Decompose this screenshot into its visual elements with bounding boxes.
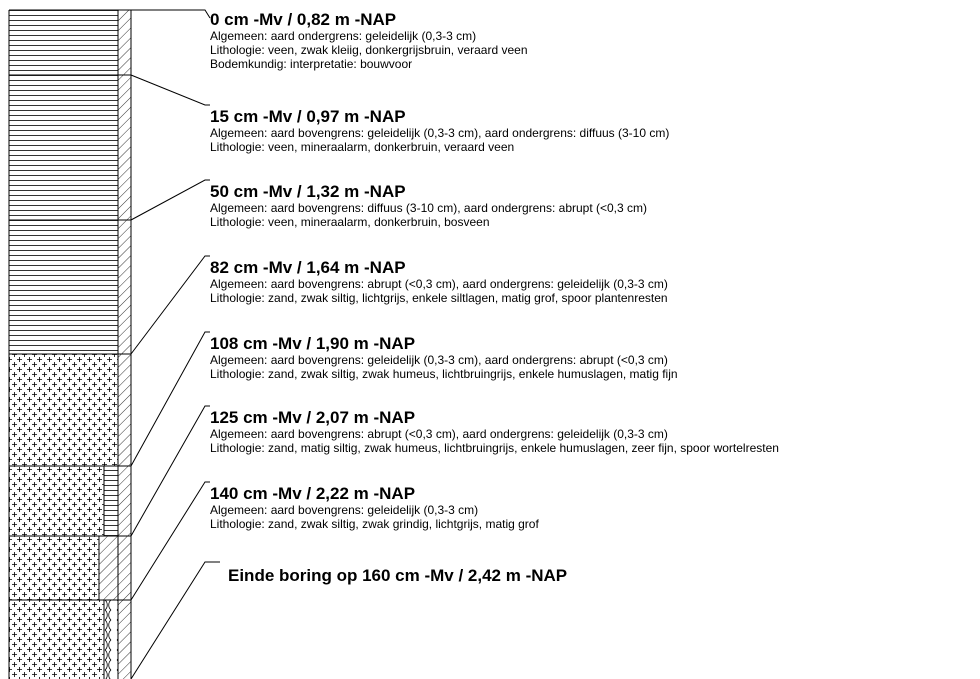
end-of-boring-label: Einde boring op 160 cm -Mv / 2,42 m -NAP xyxy=(228,566,568,585)
layer-description xyxy=(210,408,779,455)
layer-fill-0 xyxy=(9,10,118,75)
layer-lithology-line: Lithologie: zand, zwak siltig, lichtgrijs, enkele siltlagen, matig grof, spoor plantenresten xyxy=(210,291,668,305)
layer-fill-2 xyxy=(9,220,118,354)
layer-description xyxy=(210,484,539,531)
layer-fill-1 xyxy=(9,75,118,220)
leader-line-1 xyxy=(131,75,210,105)
leader-line-6 xyxy=(131,482,210,600)
leader-line-5 xyxy=(131,406,210,536)
layer-description xyxy=(210,334,678,381)
lithology-column xyxy=(9,10,131,679)
layer-fill-4-side xyxy=(104,466,118,536)
layer-fill-6b xyxy=(9,600,104,679)
layer-fill-5b xyxy=(9,536,99,600)
layer-depth-title: 108 cm -Mv / 1,90 m -NAP xyxy=(210,334,416,353)
leader-line-2 xyxy=(131,180,210,220)
layer-fill-3b xyxy=(9,354,118,466)
layer-depth-title: 140 cm -Mv / 2,22 m -NAP xyxy=(210,484,416,503)
layer-lithology-line: Lithologie: veen, zwak kleiig, donkergrijsbruin, veraard veen xyxy=(210,43,528,57)
layer-description xyxy=(210,182,647,229)
layer-description xyxy=(210,107,669,154)
layer-fill-6-side xyxy=(104,600,118,679)
layer-lithology-line: Lithologie: zand, zwak siltig, zwak humeus, lichtbruingrijs, enkele humuslagen, matig fijn xyxy=(210,367,678,381)
layer-general-line: Algemeen: aard bovengrens: geleidelijk (0,3-3 cm), aard ondergrens: diffuus (3-10 cm) xyxy=(210,126,670,140)
leader-line-3 xyxy=(131,256,210,354)
layer-general-line: Algemeen: aard bovengrens: geleidelijk (0,3-3 cm), aard ondergrens: abrupt (<0,3 cm) xyxy=(210,353,668,367)
layer-description xyxy=(210,10,528,71)
layer-depth-title: 15 cm -Mv / 0,97 m -NAP xyxy=(210,107,406,126)
layer-lithology-line: Lithologie: zand, matig siltig, zwak humeus, lichtbruingrijs, enkele humuslagen, zeer fijn, spoor wortelresten xyxy=(210,441,779,455)
layer-description xyxy=(210,258,668,305)
leader-lines xyxy=(131,10,220,679)
layer-lithology-line: Lithologie: veen, mineraalarm, donkerbruin, bosveen xyxy=(210,215,490,229)
layer-fill-5-side xyxy=(99,536,118,600)
layer-depth-title: 50 cm -Mv / 1,32 m -NAP xyxy=(210,182,406,201)
layer-depth-title: 0 cm -Mv / 0,82 m -NAP xyxy=(210,10,397,29)
layer-lithology-line: Lithologie: veen, mineraalarm, donkerbruin, veraard veen xyxy=(210,140,515,154)
leader-line-4 xyxy=(131,332,210,466)
layer-general-line: Algemeen: aard ondergrens: geleidelijk (0,3-3 cm) xyxy=(210,29,477,43)
layer-general-line: Algemeen: aard bovengrens: diffuus (3-10 cm), aard ondergrens: abrupt (<0,3 cm) xyxy=(210,201,648,215)
layer-general-line: Algemeen: aard bovengrens: abrupt (<0,3 cm), aard ondergrens: geleidelijk (0,3-3 cm) xyxy=(210,427,668,441)
layer-general-line: Algemeen: aard bovengrens: abrupt (<0,3 cm), aard ondergrens: geleidelijk (0,3-3 cm) xyxy=(210,277,668,291)
hatched-strip xyxy=(118,10,131,679)
layer-fill-4b xyxy=(9,466,104,536)
layer-lithology-line: Lithologie: zand, zwak siltig, zwak grindig, lichtgrijs, matig grof xyxy=(210,517,539,531)
leader-line-0 xyxy=(131,10,210,18)
layer-soil-line: Bodemkundig: interpretatie: bouwvoor xyxy=(210,57,413,71)
layer-general-line: Algemeen: aard bovengrens: geleidelijk (0,3-3 cm) xyxy=(210,503,479,517)
layer-depth-title: 82 cm -Mv / 1,64 m -NAP xyxy=(210,258,406,277)
layer-depth-title: 125 cm -Mv / 2,07 m -NAP xyxy=(210,408,416,427)
